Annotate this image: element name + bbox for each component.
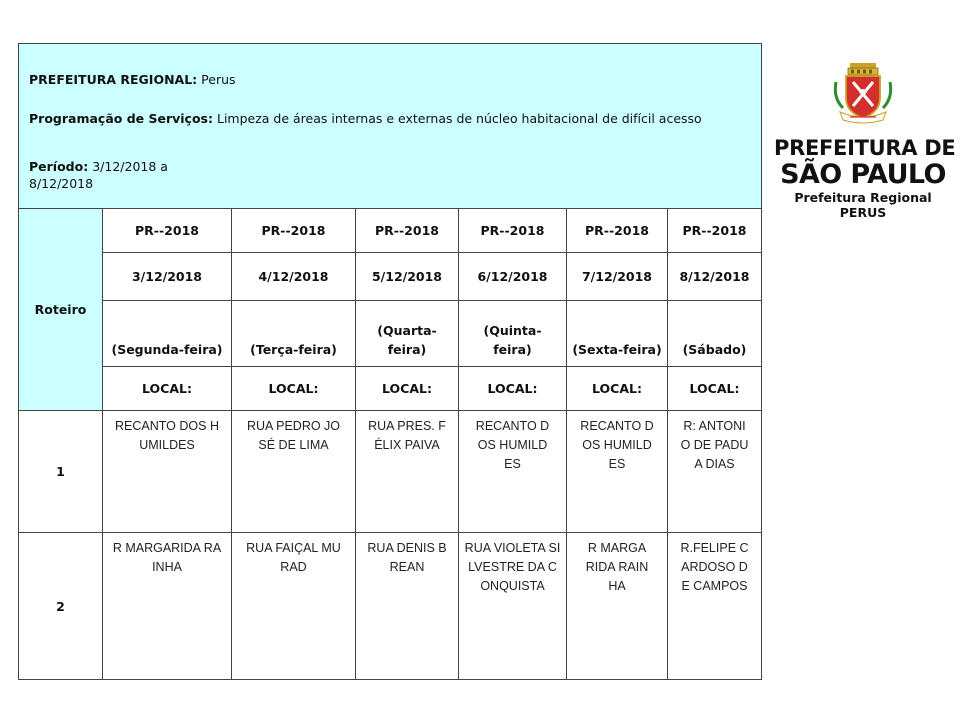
weekday-text: (Quinta-feira): [483, 323, 542, 357]
col-date: 5/12/2018: [356, 253, 459, 301]
weekday-text: (Terça-feira): [250, 342, 337, 357]
location-text: R.FELIPE CARDOSO DE CAMPOS: [680, 541, 749, 593]
weekday-text: (Quarta-feira): [377, 323, 437, 357]
location-cell: [567, 533, 668, 680]
col-local: LOCAL:: [103, 367, 232, 411]
location-text: R MARGARIDA RAINHA: [112, 541, 222, 574]
location-cell: [459, 533, 567, 680]
col-weekday: [567, 301, 668, 367]
programacao-line: [29, 110, 751, 127]
location-text: RECANTO DOS HUMILDES: [580, 419, 654, 471]
service-schedule-table: [18, 43, 762, 680]
location-text: RUA VIOLETA SILVESTRE DA CONQUISTA: [464, 541, 561, 593]
location-text: R: ANTONIO DE PADUA DIAS: [680, 419, 749, 471]
weekday-text: (Sábado): [682, 342, 747, 357]
col-code: PR--2018: [356, 209, 459, 253]
location-cell: [668, 411, 762, 533]
location-text: RUA PRES. FÉLIX PAIVA: [368, 419, 446, 452]
col-local: LOCAL:: [232, 367, 356, 411]
row-number: 2: [19, 533, 103, 680]
col-code: PR--2018: [567, 209, 668, 253]
col-local: LOCAL:: [459, 367, 567, 411]
location-cell: [356, 533, 459, 680]
col-local: LOCAL:: [668, 367, 762, 411]
weekday-text: (Sexta-feira): [572, 342, 662, 357]
col-weekday: [103, 301, 232, 367]
col-weekday: [232, 301, 356, 367]
location-text: RUA FAIÇAL MURAD: [246, 541, 341, 574]
location-text: RUA PEDRO JOSÉ DE LIMA: [246, 419, 341, 452]
col-local: LOCAL:: [567, 367, 668, 411]
col-date: 3/12/2018: [103, 253, 232, 301]
logo-title-line2: SÃO PAULO: [780, 159, 946, 190]
regional-line: [29, 71, 751, 88]
col-date: 8/12/2018: [668, 253, 762, 301]
location-text: RUA DENIS BREAN: [367, 541, 447, 574]
col-weekday: [459, 301, 567, 367]
location-cell: [103, 411, 232, 533]
location-text: RECANTO DOS HUMILDES: [115, 419, 219, 452]
schedule-header: [19, 44, 762, 209]
roteiro-label: Roteiro: [19, 209, 103, 411]
location-cell: [668, 533, 762, 680]
periodo-label: Período:: [29, 159, 89, 174]
prefeitura-logo: [774, 62, 956, 220]
regional-value: Perus: [201, 72, 236, 87]
table-row: [19, 411, 762, 533]
location-cell: [103, 533, 232, 680]
col-date: 6/12/2018: [459, 253, 567, 301]
col-code: PR--2018: [232, 209, 356, 253]
col-code: PR--2018: [103, 209, 232, 253]
location-cell: [459, 411, 567, 533]
col-code: PR--2018: [668, 209, 762, 253]
logo-subtitle: Prefeitura Regional: [794, 190, 932, 205]
table-row: [19, 533, 762, 680]
col-weekday: [668, 301, 762, 367]
location-cell: [356, 411, 459, 533]
location-text: R MARGARIDA RAINHA: [585, 541, 649, 593]
col-date: 7/12/2018: [567, 253, 668, 301]
programacao-label: Programação de Serviços:: [29, 111, 213, 126]
periodo-value: 3/12/2018 a 8/12/2018: [29, 159, 168, 191]
row-number: 1: [19, 411, 103, 533]
col-local: LOCAL:: [356, 367, 459, 411]
col-code: PR--2018: [459, 209, 567, 253]
logo-title-line1: PREFEITURA DE: [774, 136, 956, 160]
periodo-line: [29, 158, 189, 192]
location-cell: [232, 533, 356, 680]
location-cell: [567, 411, 668, 533]
city-coat-of-arms-icon: [831, 62, 895, 128]
col-weekday: [356, 301, 459, 367]
programacao-value: Limpeza de áreas internas e externas de núcleo habitacional de difícil acesso: [216, 111, 702, 126]
location-text: RECANTO DOS HUMILDES: [475, 419, 550, 471]
weekday-text: (Segunda-feira): [111, 342, 223, 357]
location-cell: [232, 411, 356, 533]
logo-regional-name: PERUS: [839, 205, 887, 220]
col-date: 4/12/2018: [232, 253, 356, 301]
regional-label: PREFEITURA REGIONAL:: [29, 72, 198, 87]
